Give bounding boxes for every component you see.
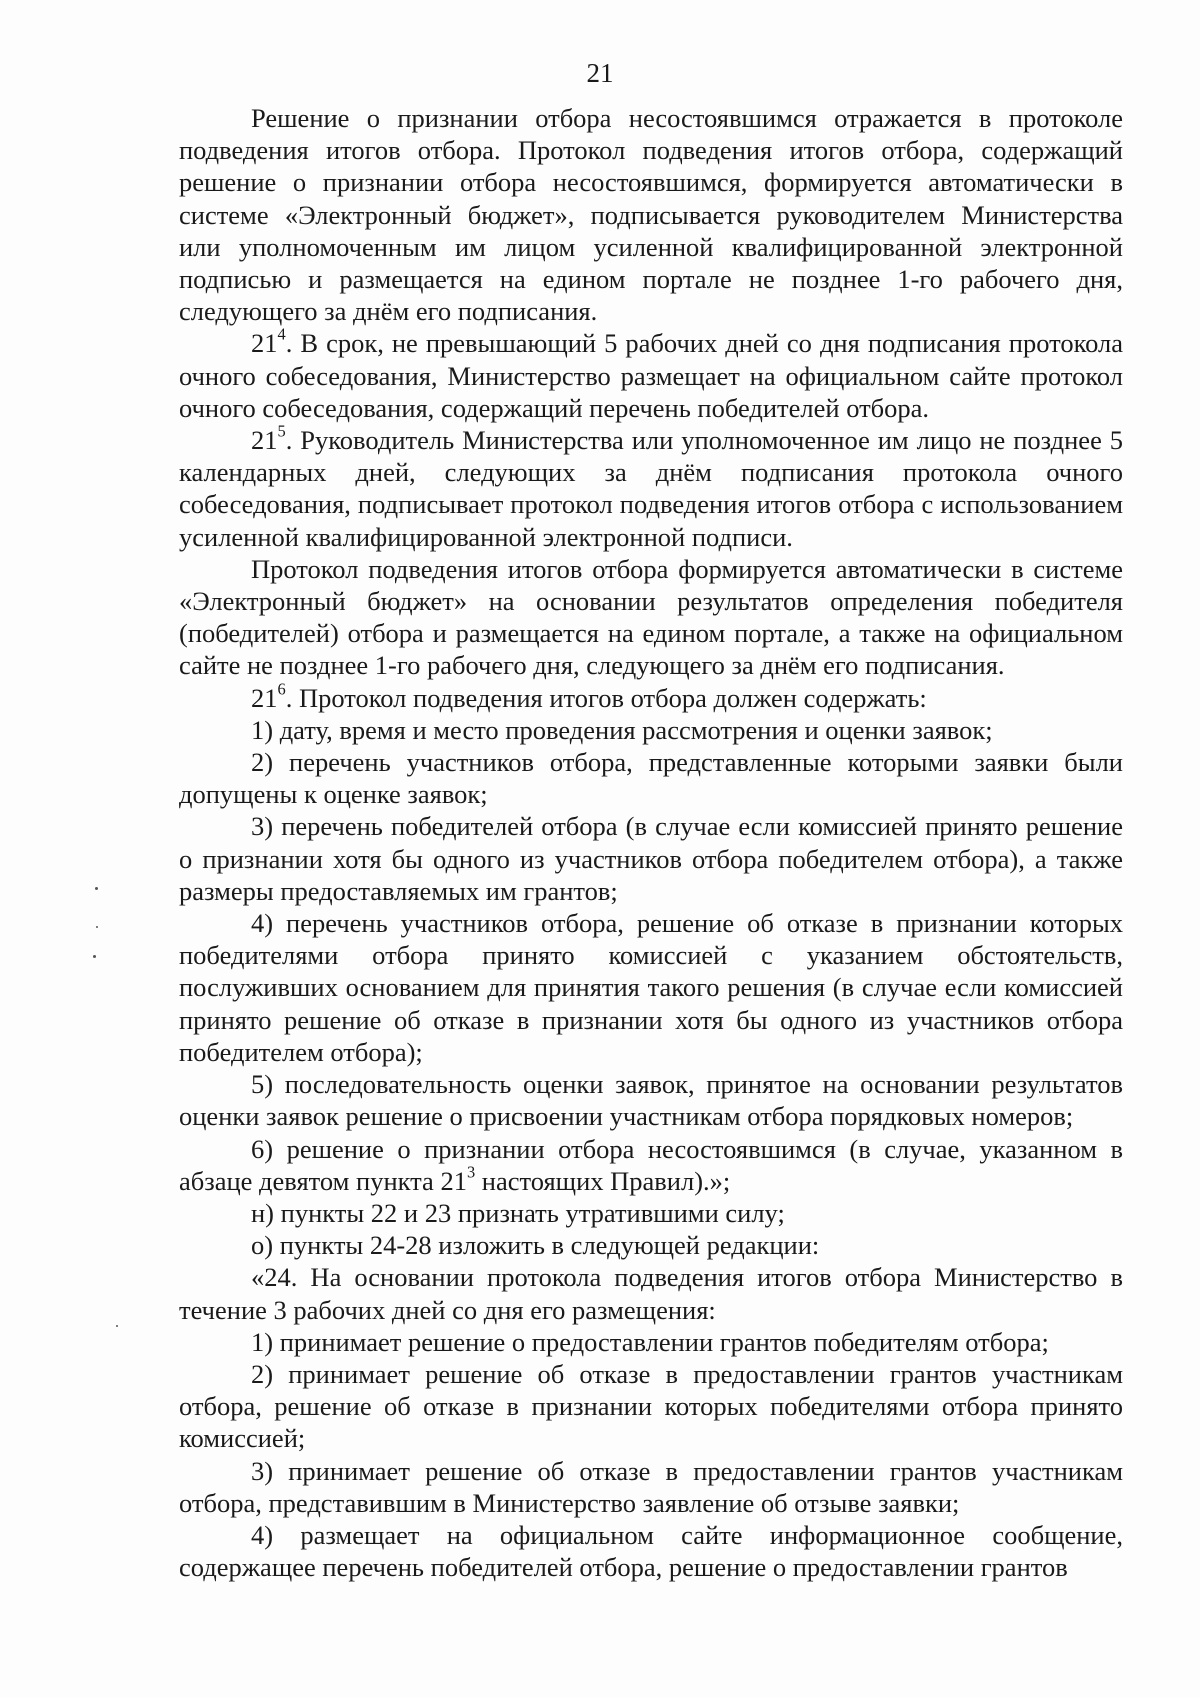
- paragraph-text: . Руководитель Министерства или уполномоченное им лицо не позднее 5 календарных дней, следующих за днём подписания протокола очного собеседования, подписывает протокол подведения итогов отбора с использованием усиленной квалифицированной электронной подписи.: [179, 425, 1123, 552]
- list-item: 3) принимает решение об отказе в предоставлении грантов участникам отбора, представившим в Министерство заявление об отзыве заявки;: [179, 1455, 1123, 1518]
- paragraph-text: . В срок, не превышающий 5 рабочих дней со дня подписания протокола очного собеседования, Министерство размещает на официальном сайте протокол очного собеседования, содержащий перечень победителей отбора.: [179, 328, 1123, 423]
- paragraph-text: 6) решение о признании отбора несостоявшимся (в случае, указанном в абзаце девятом пункта 21: [179, 1133, 1123, 1196]
- list-item: 5) последовательность оценки заявок, принятое на основании результатов оценки заявок решение о присвоении участникам отбора порядковых номеров;: [179, 1069, 1123, 1132]
- scan-speck: [96, 926, 98, 928]
- paragraph: Протокол подведения итогов отбора формируется автоматически в системе «Электронный бюджет» на основании результатов определения победителя (победителей) отбора и размещается на едином портале, а также на официальном сайте не позднее 1-го рабочего дня, следующего за днём его подписания.: [179, 553, 1123, 681]
- list-item: 3) перечень победителей отбора (в случае если комиссией принято решение о признании хотя бы одного из участников отбора победителем отбора), а также размеры предоставляемых им грантов;: [179, 811, 1123, 906]
- clause-superscript: 5: [277, 421, 286, 441]
- scan-speck: [116, 1325, 118, 1327]
- paragraph: [179, 679, 1123, 714]
- clause-number: 21: [251, 682, 278, 713]
- clause-superscript: 6: [277, 679, 286, 699]
- paragraph-text: . Протокол подведения итогов отбора должен содержать:: [285, 682, 927, 713]
- list-item: 2) принимает решение об отказе в предоставлении грантов участникам отбора, решение об отказе в признании которых победителями отбора принято комиссией;: [179, 1358, 1123, 1454]
- clause-number: 21: [251, 328, 278, 359]
- clause-number: 21: [251, 425, 278, 456]
- paragraph: [179, 421, 1123, 553]
- paragraph: Решение о признании отбора несостоявшимся отражается в протоколе подведения итогов отбора. Протокол подведения итогов отбора, содержащий решение о признании отбора несостоявшимся, формируется автоматически в системе «Электронный бюджет», подписывается руководителем Министерства или уполномоченным им лицом усиленной квалифицированной электронной подписью и размещается на едином портале не позднее 1-го рабочего дня, следующего за днём его подписания.: [179, 103, 1123, 327]
- list-item: н) пункты 22 и 23 признать утратившими силу;: [251, 1197, 785, 1228]
- list-item: 1) принимает решение о предоставлении грантов победителям отбора;: [251, 1326, 1049, 1357]
- document-body: [179, 102, 1123, 1583]
- paragraph: [179, 327, 1123, 424]
- list-item: 2) перечень участников отбора, представленные которыми заявки были допущены к оценке заявок;: [179, 747, 1123, 810]
- list-item: 4) перечень участников отбора, решение об отказе в признании которых победителями отбора принято комиссией с указанием обстоятельств, послуживших основанием для принятия такого решения (в случае если комиссией принято решение об отказе в признании хотя бы одного из участников отбора победителем отбора);: [179, 908, 1123, 1067]
- list-item: 1) дату, время и место проведения рассмотрения и оценки заявок;: [251, 714, 993, 745]
- scan-speck: [95, 887, 98, 890]
- list-item: [179, 1133, 1123, 1197]
- clause-superscript: 4: [277, 325, 286, 345]
- page-number: 21: [586, 58, 614, 88]
- list-item: о) пункты 24-28 изложить в следующей редакции:: [251, 1230, 820, 1261]
- list-item: 4) размещает на официальном сайте информационное сообщение, содержащее перечень победителей отбора, решение о предоставлении грантов: [179, 1519, 1123, 1583]
- scan-speck: [93, 955, 96, 958]
- paragraph: «24. На основании протокола подведения итогов отбора Министерство в течение 3 рабочих дней со дня его размещения:: [179, 1262, 1123, 1325]
- paragraph-tail: настоящих Правил).»;: [475, 1165, 731, 1196]
- clause-superscript: 3: [466, 1162, 476, 1182]
